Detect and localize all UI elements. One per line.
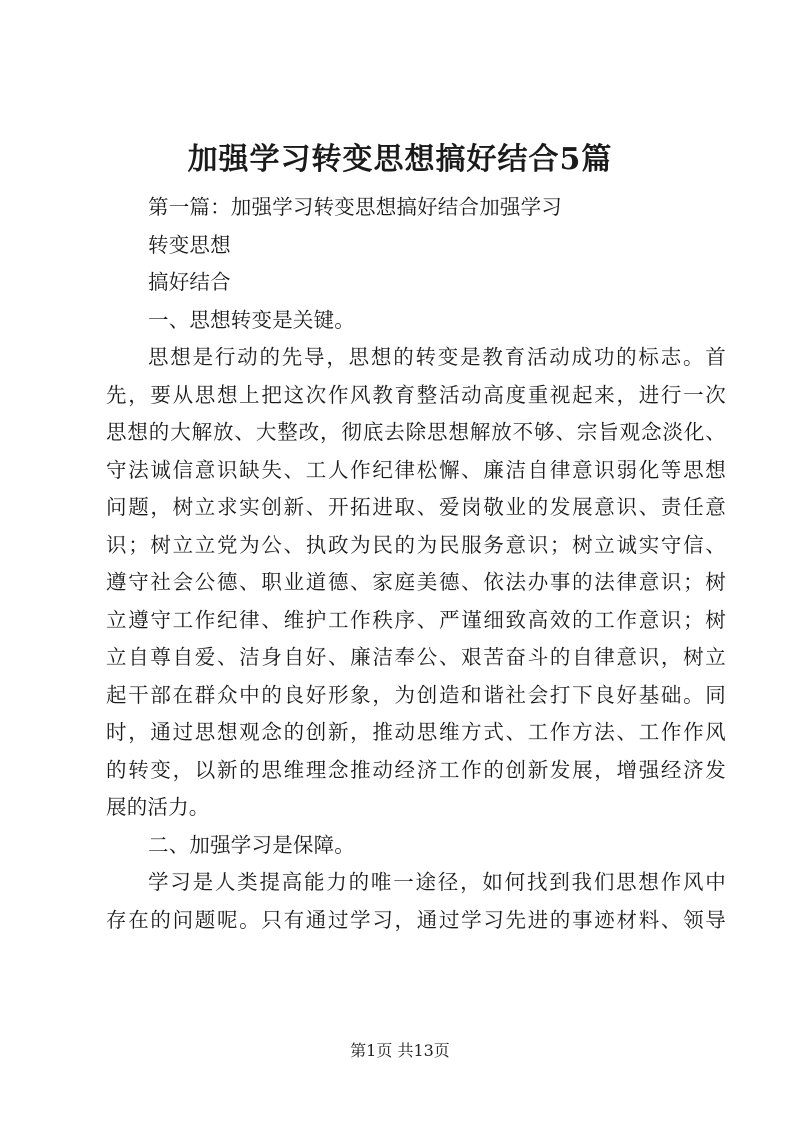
text-line: 守法诚信意识缺失、工人作纪律松懈、廉洁自律意识弱化等思想 <box>106 457 726 482</box>
text-line: 第一篇：加强学习转变思想搞好结合加强学习 <box>148 195 562 219</box>
text-line: 识；树立立党为公、执政为民的为民服务意识；树立诚实守信、 <box>106 532 726 557</box>
text-line: 的转变，以新的思维理念推动经济工作的创新发展，增强经济发 <box>106 757 726 782</box>
document-body <box>106 189 726 939</box>
document-title: 加强学习转变思想搞好结合5篇 <box>187 142 613 177</box>
text-line: 遵守社会公德、职业道德、家庭美德、依法办事的法律意识；树 <box>106 570 726 594</box>
text-line: 先，要从思想上把这次作风教育整活动高度重视起来，进行一次 <box>106 382 726 407</box>
text-line: 立遵守工作纪律、维护工作秩序、严谨细致高效的工作意识；树 <box>106 607 726 632</box>
text-line: 思想是行动的先导，思想的转变是教育活动成功的标志。首 <box>148 345 726 369</box>
text-line: 起干部在群众中的良好形象，为创造和谐社会打下良好基础。同 <box>106 682 726 707</box>
text-line: 时，通过思想观念的创新，推动思维方式、工作方法、工作作风 <box>106 720 726 744</box>
text-line: 转变思想 <box>148 232 231 257</box>
text-line: 学习是人类提高能力的唯一途径，如何找到我们思想作风中 <box>148 870 726 894</box>
text-line: 存在的问题呢。只有通过学习，通过学习先进的事迹材料、领导 <box>106 907 726 932</box>
text-line: 一、思想转变是关键。 <box>148 307 355 332</box>
page-footer: 第1页 共13页 <box>350 1041 450 1060</box>
text-line: 展的活力。 <box>106 795 210 819</box>
text-line: 立自尊自爱、洁身自好、廉洁奉公、艰苦奋斗的自律意识，树立 <box>106 645 726 669</box>
text-line: 搞好结合 <box>148 270 231 294</box>
text-line: 二、加强学习是保障。 <box>148 832 355 857</box>
text-line: 思想的大解放、大整改，彻底去除思想解放不够、宗旨观念淡化、 <box>106 420 726 444</box>
text-line: 问题，树立求实创新、开拓进取、爱岗敬业的发展意识、责任意 <box>106 495 726 519</box>
